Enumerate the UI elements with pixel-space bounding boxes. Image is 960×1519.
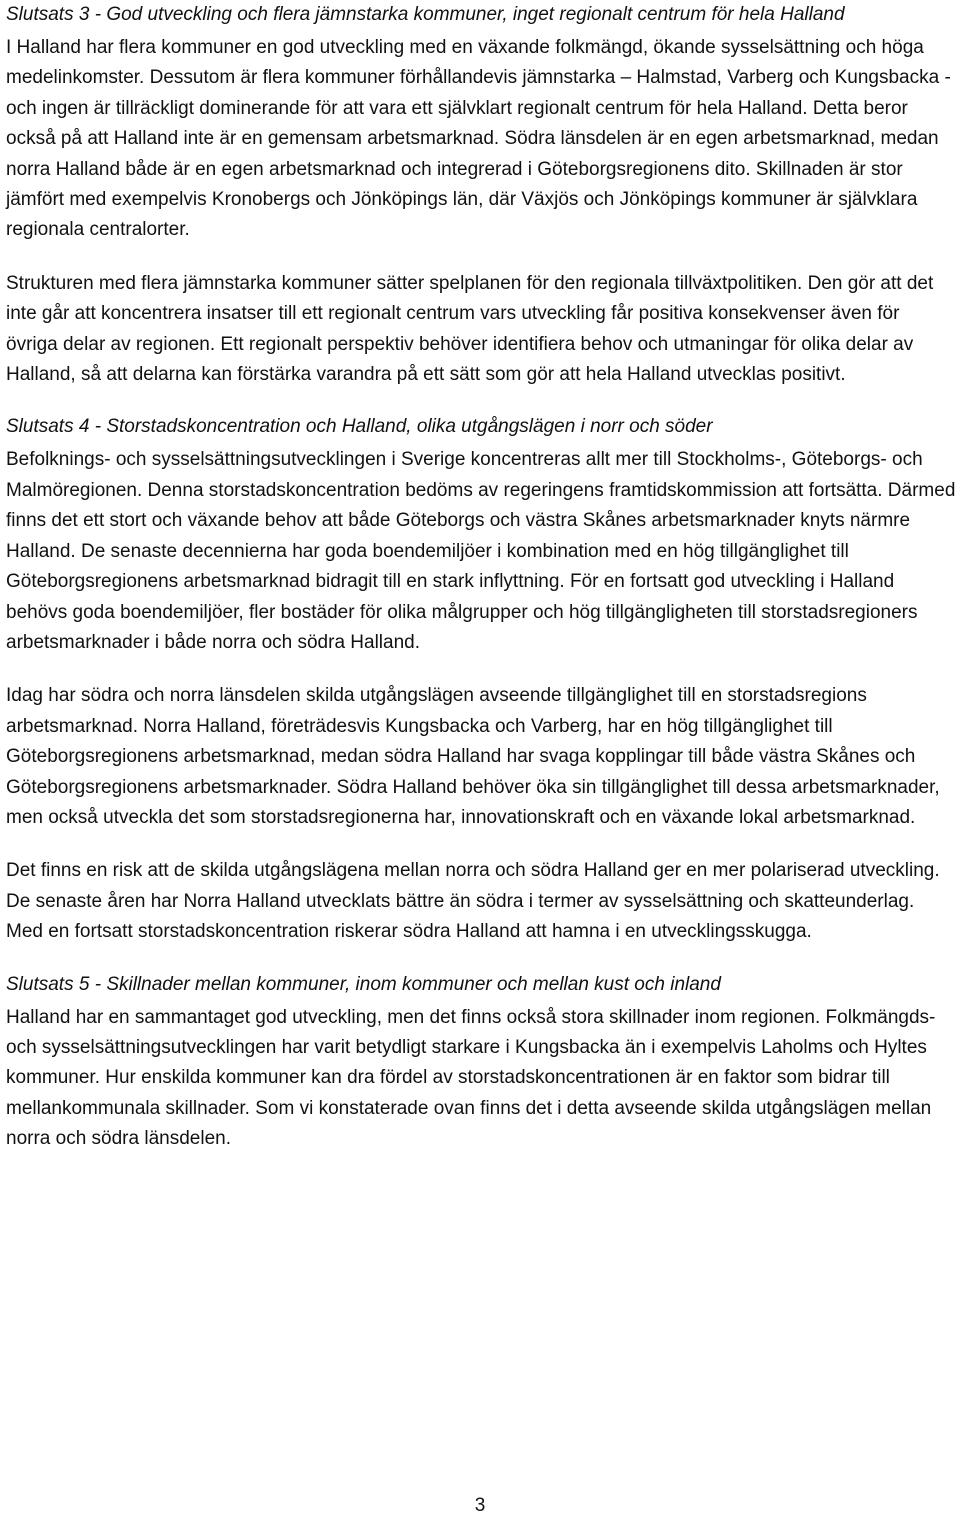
- page-number: 3: [474, 1495, 486, 1516]
- paragraph: Det finns en risk att de skilda utgångslägena mellan norra och södra Halland ger en mer polariserad utveckling. De senaste åren har Norra Halland utvecklats bättre än södra i termer av sysselsättning och skatteunderlag. Med en fortsatt storstadskoncentration riskerar södra Halland att hamna i en utvecklingsskugga.: [6, 860, 940, 943]
- paragraph: I Halland har flera kommuner en god utveckling med en växande folkmängd, ökande sysselsättning och höga medelinkomster. Dessutom är flera kommuner förhållandevis jämnstarka – Halmstad, Varberg och Kungsbacka - och ingen är tillräckligt dominerande för att vara ett självklart regionalt centrum för hela Halland. Detta beror också på att Halland inte är en gemensam arbetsmarknad. Södra länsdelen är en egen arbetsmarknad, medan norra Halland både är en egen arbetsmarknad och integrerad i Göteborgsregionens dito. Skillnaden är stor jämfört med exempelvis Kronobergs och Jönköpings län, där Växjös och Jönköpings kommuner är självklara regionala centralorter.: [6, 37, 951, 241]
- section-slutsats-5: [6, 970, 956, 1155]
- paragraph: Halland har en sammantaget god utveckling, men det finns också stora skillnader inom regionen. Folkmängds- och sysselsättningsutvecklingen har varit betydligt starkare i Kungsbacka än i exempelvis Laholms och Hyltes kommuner. Hur enskilda kommuner kan dra fördel av storstadskoncentrationen är en faktor som bidrar till mellankommunala skillnader. Som vi konstaterade ovan finns det i detta avseende skilda utgångslägen mellan norra och södra länsdelen.: [6, 1006, 936, 1150]
- section-slutsats-3: [6, 0, 956, 390]
- section-slutsats-4: [6, 412, 956, 947]
- paragraph: Idag har södra och norra länsdelen skilda utgångslägen avseende tillgänglighet till en storstadsregions arbetsmarknad. Norra Halland, företrädesvis Kungsbacka och Varberg, har en hög tillgänglighet till Göteborgsregionens arbetsmarknad, medan södra Halland har svaga kopplingar till både västra Skånes och Göteborgsregionens arbetsmarknader. Södra Halland behöver öka sin tillgänglighet till dessa arbetsmarknader, men också utveckla det som storstadsregionerna har, innovationskraft och en växande lokal arbetsmarknad.: [6, 685, 940, 828]
- paragraph: Befolknings- och sysselsättningsutvecklingen i Sverige koncentreras allt mer till Stockholms-, Göteborgs- och Malmöregionen. Denna storstadskoncentration bedöms av regeringens framtidskommission att fortsätta. Därmed finns det ett stort och växande behov att både Göteborgs och västra Skånes arbetsmarknader knyts närmre Halland. De senaste decennierna har goda boendemiljöer i kombination med en hög tillgänglighet till Göteborgsregionens arbetsmarknad bidragit till en stark inflyttning. För en fortsatt god utveckling i Halland behövs goda boendemiljöer, fler bostäder för olika målgrupper och hög tillgängligheten till storstadsregioners arbetsmarknader i både norra och södra Halland.: [6, 449, 956, 653]
- section-heading: Slutsats 4 - Storstadskoncentration och Halland, olika utgångslägen i norr och söder: [6, 416, 713, 438]
- section-heading: Slutsats 3 - God utveckling och flera jämnstarka kommuner, inget regionalt centrum för hela Halland: [6, 4, 845, 25]
- document-page: [6, 0, 956, 1155]
- section-heading: Slutsats 5 - Skillnader mellan kommuner, inom kommuner och mellan kust och inland: [6, 973, 721, 995]
- paragraph: Strukturen med flera jämnstarka kommuner sätter spelplanen för den regionala tillväxtpolitiken. Den gör att det inte går att koncentrera insatser till ett regionalt centrum vars utveckling får positiva konsekvenser även för övriga delar av regionen. Ett regionalt perspektiv behöver identifiera behov och utmaningar för olika delar av Halland, så att delarna kan förstärka varandra på ett sätt som gör att hela Halland utvecklas positivt.: [6, 272, 934, 386]
